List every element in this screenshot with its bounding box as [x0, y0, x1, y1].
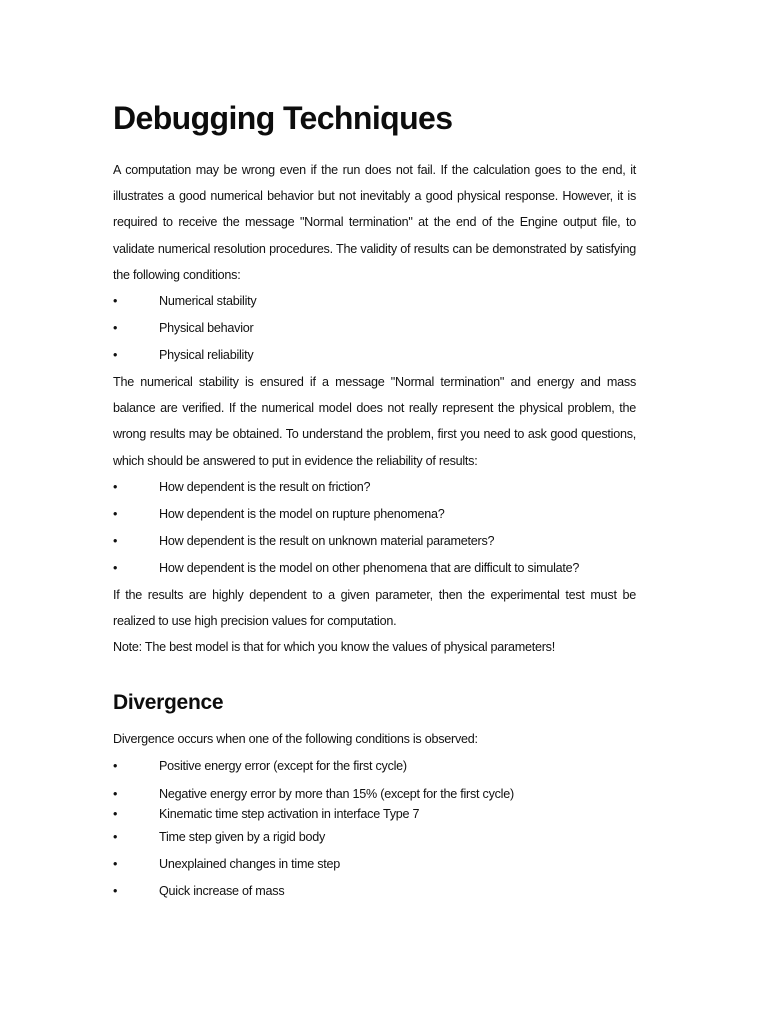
bullet-icon: • [113, 294, 118, 309]
bullet-icon: • [113, 560, 118, 575]
list-item: • How dependent is the model on rupture phenomena? [113, 501, 636, 528]
note-paragraph: Note: The best model is that for which you know the values of physical parameters! [113, 640, 555, 655]
intro-paragraph: A computation may be wrong even if the run does not fail. If the calculation goes to the end, it illustrates a good numerical behavior but not inevitably a good physical response. However, it is required to receive the message "Normal termination" at the end of the Engine output file, to validate numerical resolution procedures. The validity of results can be demonstrated by satisfying the following conditions: [113, 163, 636, 282]
bullet-icon: • [113, 786, 118, 801]
bullet-icon: • [113, 321, 118, 336]
divergence-intro: Divergence occurs when one of the following conditions is observed: [113, 732, 478, 747]
list-item: • Unexplained changes in time step [113, 851, 636, 878]
list-item: • Quick increase of mass [113, 878, 636, 905]
list-item: • How dependent is the result on unknown material parameters? [113, 528, 636, 555]
document-content [113, 92, 636, 905]
divergence-list [113, 753, 636, 905]
bullet-icon: • [113, 829, 118, 844]
list-item: • Physical behavior [113, 315, 636, 342]
list-item: • Negative energy error by more than 15% (except for the first cycle) [113, 780, 636, 804]
stability-paragraph: The numerical stability is ensured if a message "Normal termination" and energy and mass balance are verified. If the numerical model does not really represent the physical problem, the wrong results may be obtained. To understand the problem, first you need to ask good questions, which should be answered to put in evidence the reliability of results: [113, 375, 636, 468]
bullet-icon: • [113, 758, 118, 773]
list-item: • Time step given by a rigid body [113, 824, 636, 851]
bullet-icon: • [113, 506, 118, 521]
bullet-icon: • [113, 856, 118, 871]
list-item: • Kinematic time step activation in interface Type 7 [113, 804, 636, 824]
bullet-icon: • [113, 806, 118, 821]
bullet-icon: • [113, 533, 118, 548]
divergence-heading: Divergence [113, 691, 224, 715]
bullet-icon: • [113, 479, 118, 494]
list-item: • Numerical stability [113, 288, 636, 315]
questions-list [113, 474, 636, 582]
list-item: • Positive energy error (except for the first cycle) [113, 753, 636, 780]
conditions-list [113, 288, 636, 369]
bullet-icon: • [113, 883, 118, 898]
dependency-paragraph: If the results are highly dependent to a given parameter, then the experimental test must be realized to use high precision values for computation. [113, 587, 636, 629]
list-item: • Physical reliability [113, 342, 636, 369]
page-title: Debugging Techniques [113, 100, 453, 136]
bullet-icon: • [113, 348, 118, 363]
list-item: • How dependent is the result on friction? [113, 474, 636, 501]
list-item: • How dependent is the model on other phenomena that are difficult to simulate? [113, 555, 636, 582]
